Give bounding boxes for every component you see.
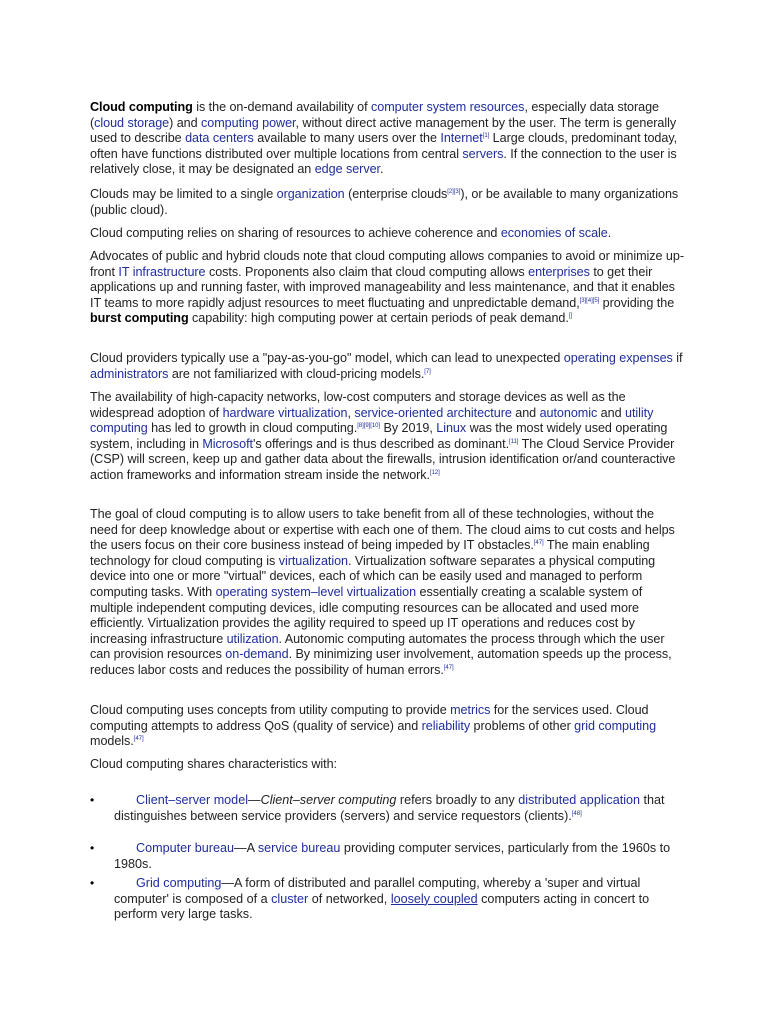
- text: for the services used. Cloud computing attempts to address QoS (quality of service) and: [90, 703, 649, 733]
- link-metrics[interactable]: metrics: [450, 703, 491, 717]
- link-economies-of-scale[interactable]: economies of scale: [500, 226, 608, 240]
- text: costs. Proponents also claim that cloud computing allows: [205, 264, 529, 279]
- term-burst-computing: burst computing: [90, 311, 189, 326]
- paragraph-utility-concepts: [90, 703, 685, 750]
- link-utility-computing[interactable]: utility computing: [90, 405, 654, 436]
- text: .: [379, 162, 384, 177]
- text: , especially data storage (: [90, 100, 660, 130]
- paragraph-clouds-limited: [90, 187, 685, 218]
- text: essentially creating a scalable system of multiple independent computing devices, idle computing resources can be allocated and used more efficiently. Virtualization provides the agility required to speed up IT operations and reduces cost by increasing infrastructure: [90, 584, 643, 646]
- citation-8-9-10[interactable]: [8][9][10]: [357, 423, 381, 430]
- text: By 2019,: [380, 421, 437, 436]
- citation-1[interactable]: [1]: [482, 133, 490, 140]
- link-servers[interactable]: servers: [462, 146, 504, 161]
- link-service-bureau[interactable]: service bureau: [257, 841, 341, 855]
- link-virtualization[interactable]: virtualization: [278, 553, 349, 568]
- text: . Autonomic computing automates the process through which the user can provision resources: [90, 631, 665, 662]
- list-item-text: [114, 876, 684, 923]
- text: if: [672, 351, 683, 365]
- text: .: [607, 226, 612, 240]
- text: providing the: [599, 295, 675, 310]
- text: Cloud computing uses concepts from utility computing to provide: [90, 703, 451, 717]
- link-hardware-virtualization[interactable]: hardware virtualization: [222, 405, 348, 420]
- link-autonomic[interactable]: autonomic: [539, 405, 598, 420]
- link-loosely-coupled[interactable]: loosely coupled: [390, 891, 478, 906]
- link-enterprises[interactable]: enterprises: [528, 264, 590, 279]
- text: and: [597, 405, 625, 420]
- citation-empty[interactable]: []: [568, 313, 573, 320]
- link-linux[interactable]: Linux: [436, 421, 467, 436]
- citation-11[interactable]: [11]: [509, 438, 519, 445]
- italic-term: Client–server computing: [260, 793, 397, 807]
- link-cloud-storage[interactable]: cloud storage: [94, 115, 170, 130]
- text: —A: [234, 841, 258, 855]
- text: —: [248, 793, 261, 807]
- citation-47[interactable]: [47]: [533, 540, 544, 547]
- text: The main enabling technology for cloud computing is: [90, 538, 650, 568]
- link-computer-system-resources[interactable]: computer system resources: [371, 100, 525, 114]
- text: , without direct active management by the user. The term is generally used to describe: [90, 115, 677, 146]
- citation-7[interactable]: [7]: [424, 368, 431, 375]
- link-internet[interactable]: Internet: [440, 131, 483, 146]
- paragraph-pay-as-you-go: [90, 351, 685, 382]
- paragraph-cloud-computing-definition: [90, 100, 685, 178]
- link-operating-expenses[interactable]: operating expenses: [563, 351, 673, 365]
- citation-12[interactable]: [12]: [429, 469, 440, 476]
- link-grid-computing-item[interactable]: Grid computing: [136, 876, 222, 890]
- text: The availability of high-capacity networks, low-cost computers and storage devices as well as the widespread adoption of: [90, 390, 626, 420]
- text: providing computer services, particularly from the 1960s to 1980s.: [114, 841, 671, 871]
- citation-48[interactable]: [48]: [571, 810, 582, 817]
- text: —A form of distributed and parallel computing, whereby a 'super and virtual computer' is composed of a: [114, 876, 641, 906]
- text: ) and: [169, 115, 202, 130]
- text: and: [511, 405, 540, 420]
- paragraph-goal: [90, 507, 685, 679]
- paragraph-sharing-resources: [90, 226, 685, 242]
- text: is the on-demand availability of: [192, 100, 371, 114]
- link-it-infrastructure[interactable]: IT infrastructure: [118, 264, 206, 279]
- text: Large clouds, predominant today, often have functions distributed over multiple locations from central: [90, 131, 678, 161]
- term-cloud-computing: Cloud computing: [90, 100, 193, 114]
- link-distributed-application[interactable]: distributed application: [518, 793, 641, 807]
- link-microsoft[interactable]: Microsoft: [202, 436, 253, 451]
- text: Cloud computing relies on sharing of resources to achieve coherence and: [90, 226, 501, 240]
- link-service-oriented-architecture[interactable]: service-oriented architecture: [354, 405, 512, 420]
- text: available to many users over the: [253, 131, 441, 146]
- text: are not familiarized with cloud-pricing models.: [168, 366, 425, 381]
- text: that distinguishes between service providers (servers) and service requestors (clients).: [114, 793, 665, 823]
- text: The goal of cloud computing is to allow users to take benefit from all of these technologies, without the need for deep knowledge about or expertise with each one of them. The cloud aims to cut costs and helps the users focus on their core business instead of being impeded by IT obstacles.: [90, 507, 675, 553]
- paragraph-shares-characteristics: [90, 757, 685, 773]
- text: Advocates of public and hybrid clouds note that cloud computing allows companies to avoid or minimize up-front: [90, 249, 684, 279]
- link-data-centers[interactable]: data centers: [185, 131, 254, 146]
- text: has led to growth in cloud computing.: [147, 421, 358, 436]
- text: Clouds may be limited to a single: [90, 187, 277, 201]
- link-computer-bureau[interactable]: Computer bureau: [136, 841, 235, 855]
- text: models.: [90, 734, 134, 749]
- text: problems of other: [470, 718, 575, 733]
- text: Cloud computing shares characteristics with:: [90, 757, 337, 771]
- link-administrators[interactable]: administrators: [90, 366, 169, 381]
- text: refers broadly to any: [396, 793, 519, 807]
- text: to get their applications up and running faster, with improved manageability and less maintenance, and that it enables IT teams to more rapidly adjust resources to meet fluctuating and unpredictable demand,: [90, 264, 675, 310]
- link-reliability[interactable]: reliability: [421, 718, 471, 733]
- citation-47[interactable]: [47]: [133, 736, 144, 743]
- text: (enterprise clouds: [344, 187, 448, 201]
- text: was the most widely used operating system, including in: [90, 421, 668, 451]
- link-os-level-virtualization[interactable]: operating system–level virtualization: [215, 584, 417, 599]
- text: ), or be available to many organizations (public cloud).: [90, 187, 679, 217]
- citation-47[interactable]: [47]: [443, 664, 454, 671]
- text: Cloud providers typically use a "pay-as-you-go" model, which can lead to unexpected: [90, 351, 564, 365]
- bullet-icon: •: [90, 876, 95, 890]
- bullet-icon: •: [90, 793, 95, 807]
- link-on-demand[interactable]: on-demand: [225, 647, 289, 662]
- bullet-icon: •: [90, 841, 95, 855]
- text: The Cloud Service Provider (CSP) will screen, keep up and gather data about the firewalls, intrusion identification or/and counteractive action frameworks and information stream inside the network.: [90, 436, 676, 482]
- paragraph-availability: [90, 390, 685, 484]
- citation-2-3[interactable]: [2][3]: [447, 189, 461, 195]
- list-item-text: [114, 793, 684, 824]
- link-computing-power[interactable]: computing power: [201, 115, 296, 130]
- list-item-text: [114, 841, 684, 872]
- text: capability: high computing power at certain periods of peak demand.: [188, 311, 569, 326]
- text: ,: [347, 405, 355, 420]
- paragraph-advocates: [90, 249, 685, 327]
- text: 's offerings and is thus described as dominant.: [252, 436, 510, 451]
- text: . By minimizing user involvement, automation speeds up the process, reduces labor costs and reduces the possibility of human errors.: [90, 647, 672, 677]
- link-edge-server[interactable]: edge server: [314, 162, 380, 177]
- citation-3-4-5[interactable]: [3][4][5]: [579, 297, 600, 304]
- text: . If the connection to the user is relatively close, it may be designated an: [90, 146, 677, 177]
- text: computers acting in concert to perform very large tasks.: [114, 891, 650, 922]
- link-client-server-model[interactable]: Client–server model: [136, 793, 248, 807]
- link-utilization[interactable]: utilization: [226, 631, 279, 646]
- text: of networked,: [308, 891, 391, 906]
- link-cluster[interactable]: cluster: [271, 891, 309, 906]
- text: . Virtualization software separates a physical computing device into one or more "virtual" devices, each of which can be easily used and managed to perform computing tasks. With: [90, 553, 656, 599]
- link-organization[interactable]: organization: [276, 187, 345, 201]
- link-grid-computing[interactable]: grid computing: [574, 718, 657, 733]
